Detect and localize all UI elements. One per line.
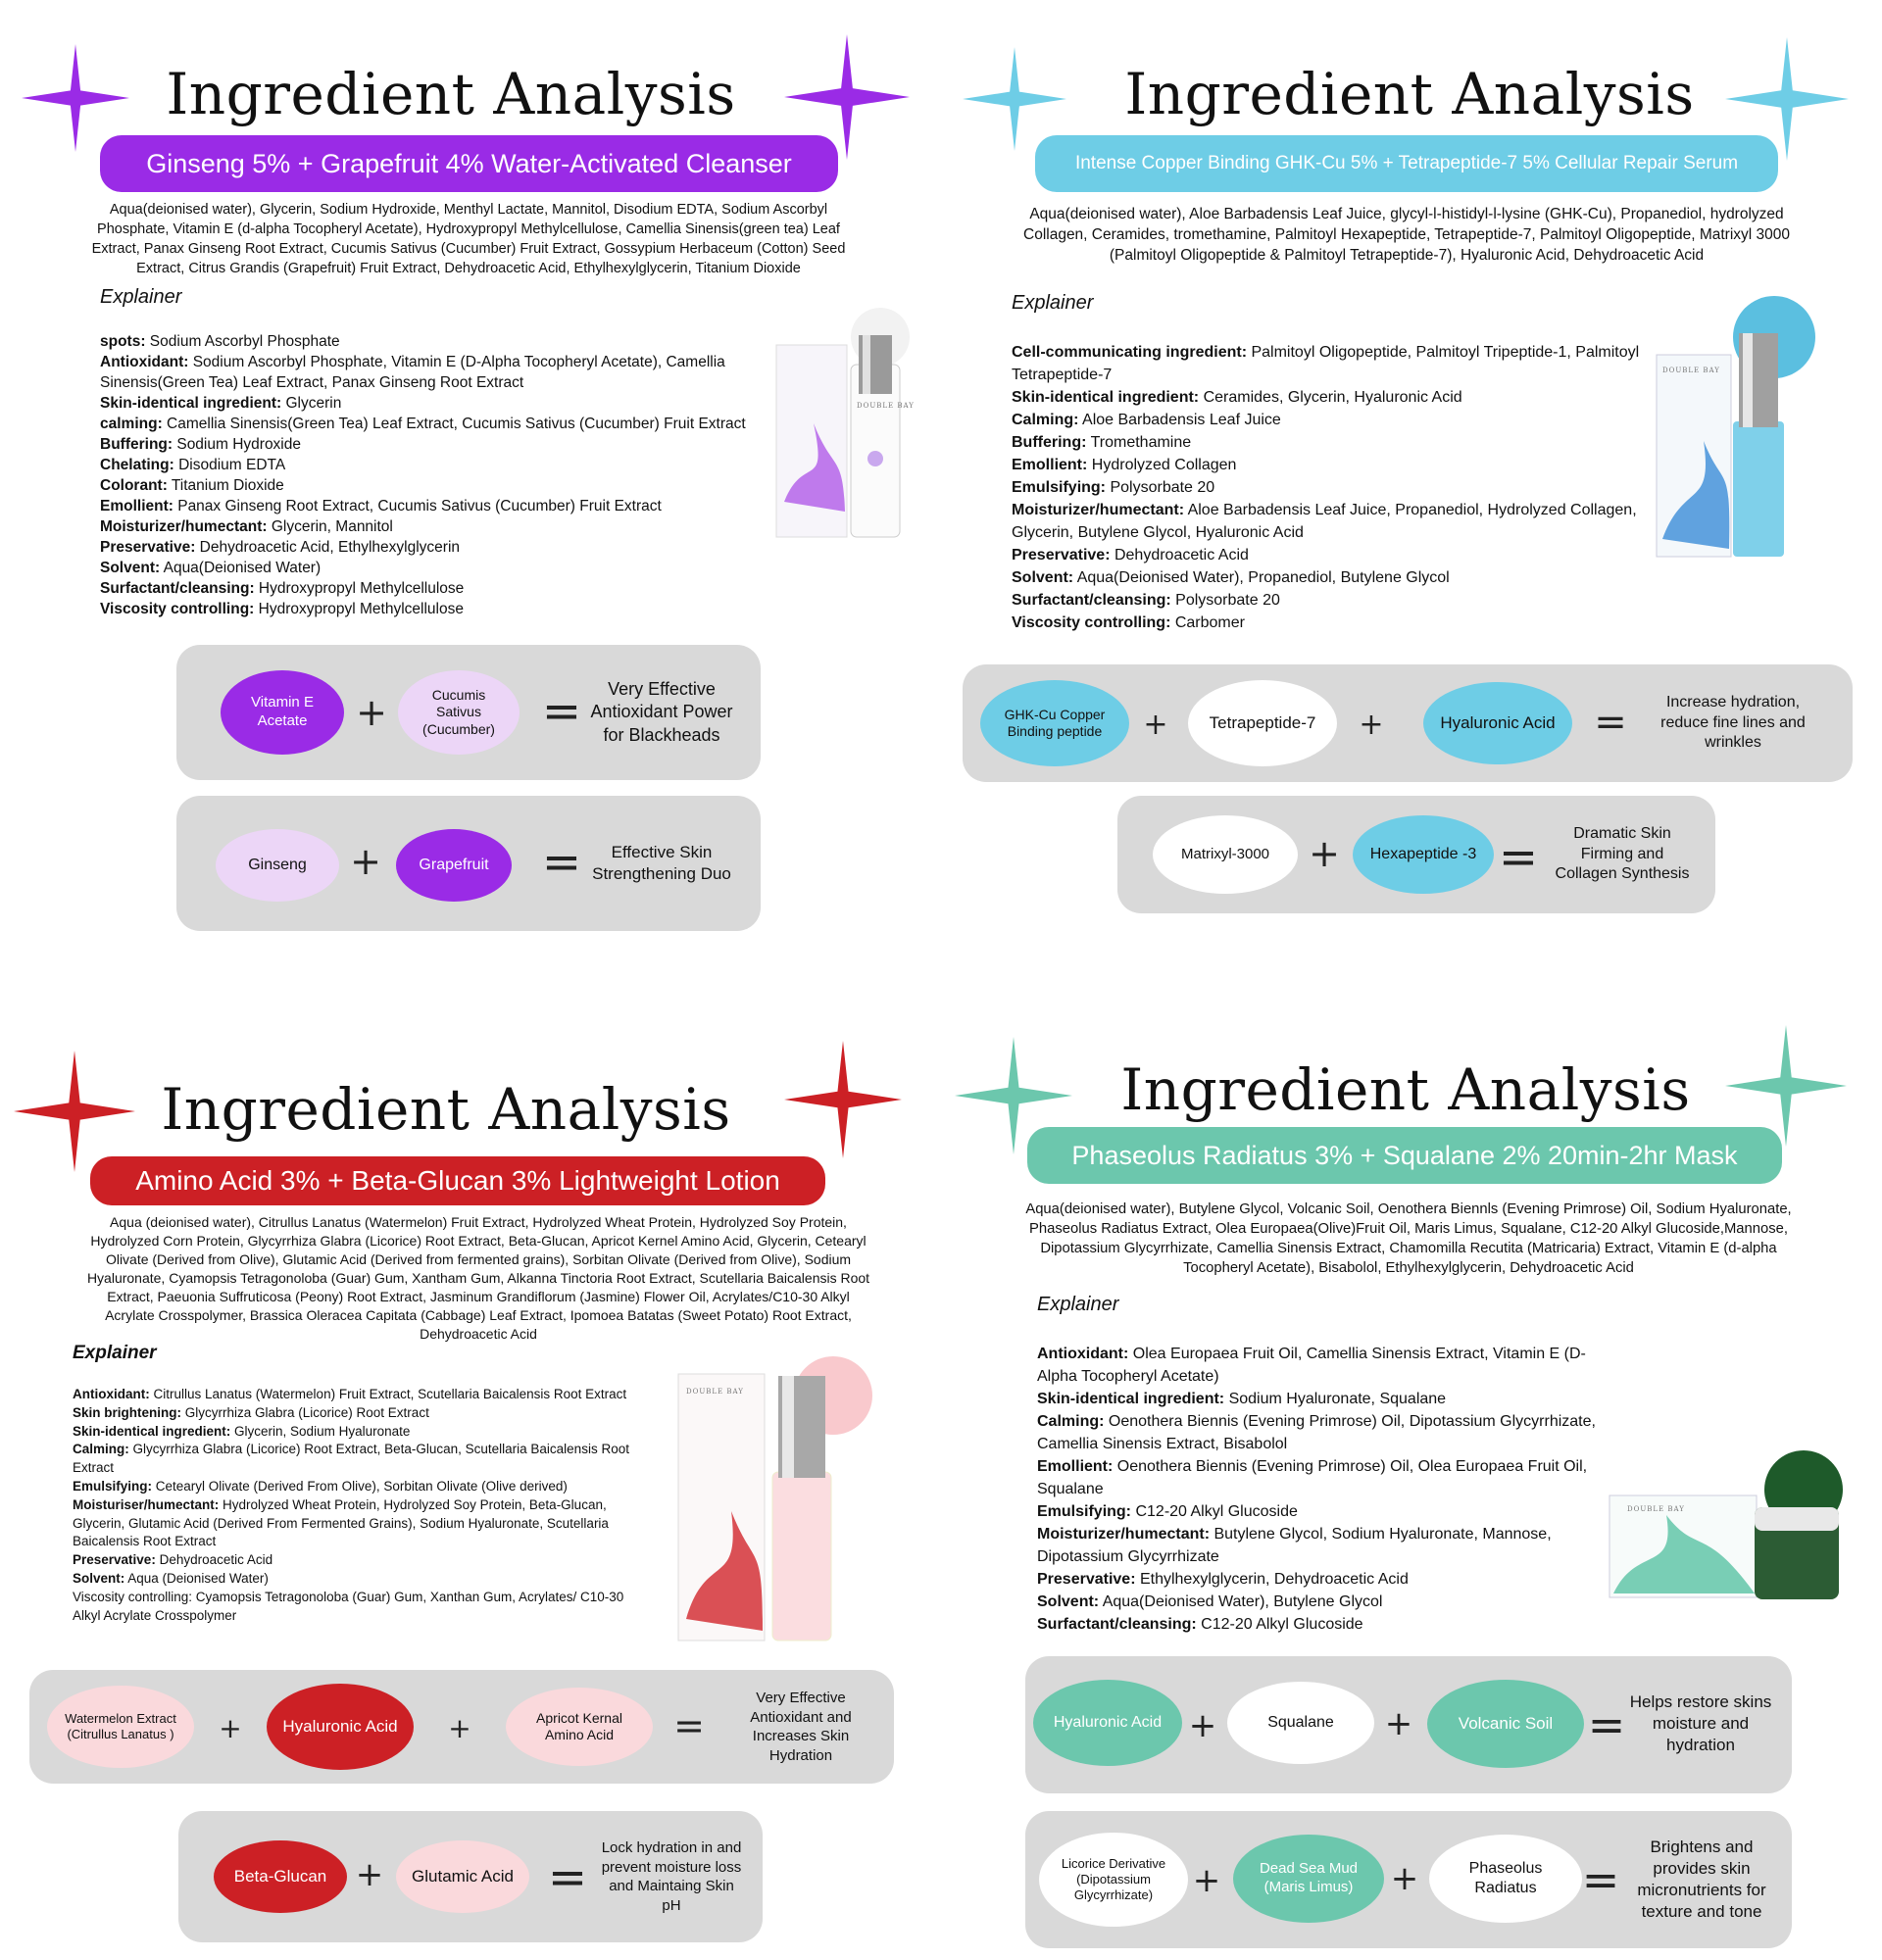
product-name-pill: Intense Copper Binding GHK-Cu 5% + Tetrapeptide-7 5% Cellular Repair Serum <box>1035 135 1778 192</box>
plus-icon: + <box>448 1711 471 1744</box>
combo-result: Very Effective Antioxidant and Increases Skin Hydration <box>750 1690 852 1764</box>
explainer-row: Solvent: Aqua(Deionised Water), Propanediol, Butylene Glycol <box>1012 569 1450 586</box>
brand-logo: DOUBLE BAY <box>686 1388 744 1396</box>
ingredient-list: Aqua(deionised water), Butylene Glycol, Volcanic Soil, Oenothera Biennls (Evening Primrose) Oil, Sodium Hyaluronate, Phaseolus Radiatus Extract, Olea Europaea(Olive)Fruit Oil, Maris Limus, Squalane, C12-20 Alkyl Glucoside,Mannose, Dipotassium Glycyrrhizate, Camellia Sinensis Extract, Chamomilla Recutita (Matricaria) Extract, Vitamin E (d-alpha Tocopheryl Acetate), Bisabolol, Ethylhexylglycerin, Dehydroacetic Acid <box>1025 1201 1792 1276</box>
combo-ingredient: Hyaluronic Acid <box>267 1684 414 1770</box>
panel-lotion <box>0 980 941 1960</box>
ingredient-combo <box>176 645 761 780</box>
brand-logo: DOUBLE BAY <box>1627 1505 1685 1513</box>
equals-icon: = <box>541 835 582 890</box>
plus-icon: + <box>1143 707 1168 742</box>
explainer-row: Viscosity controlling: Cyamopsis Tetragonoloba (Guar) Gum, Xanthan Gum, Acrylates/ C10-30 Alkyl Acrylate Crosspolymer <box>73 1589 624 1623</box>
combo-result: Helps restore skins moisture and hydration <box>1629 1691 1772 1755</box>
explainer-row: Buffering: Sodium Hydroxide <box>100 436 301 453</box>
combo-ingredient: Hyaluronic Acid <box>1033 1680 1182 1766</box>
explainer-row: Preservative: Ethylhexylglycerin, Dehydroacetic Acid <box>1037 1571 1409 1588</box>
combo-result: Very Effective Antioxidant Power for Blackheads <box>590 678 733 745</box>
combo-ingredient: Watermelon Extract (Citrullus Lanatus ) <box>47 1686 194 1768</box>
ingredient-combo <box>178 1811 763 1942</box>
explainer-row: Emulsifying: Polysorbate 20 <box>1012 479 1215 496</box>
ingredient-list: Aqua(deionised water), Glycerin, Sodium Hydroxide, Menthyl Lactate, Mannitol, Disodium EDTA, Sodium Ascorbyl Phosphate, Vitamin E (d-alpha Tocopheryl Acetate), Hydroxypropyl Methylcellulose, Camellia Sinensis(green tea) Leaf Extract, Panax Ginseng Root Extract, Cucumis Sativus (Cucumber) Fruit Extract, Gossypium Herbaceum (Cotton) Seed Extract, Citrus Grandis (Grapefruit) Fruit Extract, Dehydroacetic Acid, Ethylhexylglycerin, Titanium Dioxide <box>91 202 846 276</box>
combo-ingredient: Matrixyl-3000 <box>1153 815 1298 894</box>
page-title: Ingredient Analysis <box>166 61 736 127</box>
brand-logo: DOUBLE BAY <box>1662 367 1720 374</box>
explainer-list <box>1037 1343 1613 1636</box>
explainer-row: Calming: Aloe Barbadensis Leaf Juice <box>1012 412 1281 428</box>
combo-ingredient: Glutamic Acid <box>396 1840 529 1913</box>
product-image <box>676 1354 872 1648</box>
equals-icon: = <box>541 684 582 739</box>
combo-ingredient: Cucumis Sativus (Cucumber) <box>398 670 520 755</box>
explainer-row: Moisturiser/humectant: Hydrolyzed Wheat Protein, Hydrolyzed Soy Protein, Beta-Glucan, Glycerin, Glutamic Acid (Derived From Fermented Grains), Sodium Hyaluronate, Scutellaria Baicalensis Root Extract <box>73 1496 609 1549</box>
product-image <box>1608 1446 1843 1603</box>
explainer-row: Colorant: Titanium Dioxide <box>100 477 284 494</box>
explainer-row: Solvent: Aqua (Deionised Water) <box>73 1570 269 1586</box>
explainer-row: Preservative: Dehydroacetic Acid <box>73 1552 273 1568</box>
plus-icon: + <box>356 691 387 734</box>
plus-icon: + <box>350 840 381 883</box>
explainer-row: Skin-identical ingredient: Glycerin <box>100 395 342 412</box>
combo-ingredient: Dead Sea Mud (Maris Limus) <box>1233 1835 1384 1923</box>
plus-icon: + <box>219 1711 242 1744</box>
page-title: Ingredient Analysis <box>1124 61 1695 127</box>
plus-icon: + <box>1359 707 1384 742</box>
product-image <box>774 306 921 541</box>
explainer-row: Solvent: Aqua(Deionised Water), Butylene Glycol <box>1037 1593 1383 1610</box>
brand-logo: DOUBLE BAY <box>857 402 915 410</box>
combo-ingredient: Phaseolus Radiatus <box>1429 1835 1582 1923</box>
page-title: Ingredient Analysis <box>161 1076 731 1143</box>
explainer-row: Viscosity controlling: Hydroxypropyl Methylcellulose <box>100 601 464 617</box>
combo-ingredient: Hyaluronic Acid <box>1423 682 1572 764</box>
ingredient-combo <box>963 664 1853 782</box>
plus-icon: + <box>1390 1859 1419 1898</box>
explainer-row: Skin-identical ingredient: Glycerin, Sodium Hyaluronate <box>73 1423 411 1439</box>
explainer-row: Moisturizer/humectant: Butylene Glycol, Sodium Hyaluronate, Mannose, Dipotassium Glycyrrhizate <box>1037 1526 1552 1565</box>
product-image <box>1655 294 1821 561</box>
product-name-pill: Amino Acid 3% + Beta-Glucan 3% Lightweight Lotion <box>90 1156 825 1205</box>
explainer-row: Calming: Glycyrrhiza Glabra (Licorice) Root Extract, Beta-Glucan, Scutellaria Baicalensis Root Extract <box>73 1442 629 1476</box>
combo-ingredient: Licorice Derivative (Dipotassium Glycyrrhizate) <box>1039 1833 1188 1927</box>
combo-ingredient: Apricot Kernal Amino Acid <box>506 1688 653 1766</box>
explainer-list <box>73 1386 629 1625</box>
explainer-row: Emollient: Hydrolyzed Collagen <box>1012 457 1237 473</box>
explainer-row: Moisturizer/humectant: Aloe Barbadensis Leaf Juice, Propanediol, Hydrolyzed Collagen, Glycerin, Butylene Glycol, Hyaluronic Acid <box>1012 502 1637 541</box>
plus-icon: + <box>1309 832 1340 875</box>
explainer-row: Antioxidant: Sodium Ascorbyl Phosphate, Vitamin E (D-Alpha Tocopheryl Acetate), Camellia Sinensis(Green Tea) Leaf Extract, Panax Ginseng Root Extract <box>100 354 725 391</box>
explainer-row: Emollient: Oenothera Biennis (Evening Primrose) Oil, Olea Europaea Fruit Oil, Squalane <box>1037 1458 1588 1497</box>
explainer-row: Moisturizer/humectant: Glycerin, Mannitol <box>100 518 393 535</box>
explainer-row: calming: Camellia Sinensis(Green Tea) Leaf Extract, Cucumis Sativus (Cucumber) Fruit Extract <box>100 416 746 432</box>
explainer-row: Solvent: Aqua(Deionised Water) <box>100 560 322 576</box>
equals-icon: = <box>1594 700 1627 745</box>
explainer-row: Surfactant/cleansing: Hydroxypropyl Methylcellulose <box>100 580 465 597</box>
ingredient-list: Aqua (deionised water), Citrullus Lanatus (Watermelon) Fruit Extract, Hydrolyzed Wheat Protein, Hydrolyzed Soy Protein, Hydrolyzed Corn Protein, Glycyrrhiza Glabra (Licorice) Root Extract, Beta-Glucan, Apricot Kernel Amino Acid, Glycerin, Cetearyl Olivate (Derived from Olive), Glutamic Acid (Derived from fermented grains), Sorbitan Olivate (Derived from Olive), Sodium Hyaluronate, Cyamopsis Tetragonoloba (Guar) Gum, Xantham Gum, Alkanna Tinctoria Root Extract, Scutellaria Baicalensis Root Extract, Paeuonia Suffruticosa (Peony) Root Extract, Jasminum Grandiflorum (Jasmine) Flower Oil, Acrylates/C10-30 Alkyl Acrylate Crosspolymer, Brassica Oleracea Capitata (Cabbage) Leaf Extract, Ipomoea Batatas (Sweet Potato) Root Extract, Dehydroacetic Acid <box>86 1214 870 1342</box>
combo-ingredient: Grapefruit <box>396 829 512 902</box>
combo-result: Lock hydration in and prevent moisture loss and Maintaing Skin pH <box>601 1839 742 1914</box>
explainer-row: Emulsifying: C12-20 Alkyl Glucoside <box>1037 1503 1298 1520</box>
explainer-row: Calming: Oenothera Biennis (Evening Primrose) Oil, Dipotassium Glycyrrhizate, Camellia Sinensis Extract, Bisabolol <box>1037 1413 1596 1452</box>
plus-icon: + <box>1188 1706 1217 1745</box>
explainer-row: spots: Sodium Ascorbyl Phosphate <box>100 333 340 350</box>
product-bottle-icon <box>1655 294 1821 561</box>
explainer-row: Preservative: Dehydroacetic Acid, Ethylhexylglycerin <box>100 539 461 556</box>
ingredient-combo <box>1025 1811 1792 1948</box>
equals-icon: = <box>1581 1853 1620 1906</box>
combo-result: Dramatic Skin Firming and Collagen Synthesis <box>1555 824 1690 883</box>
explainer-row: Viscosity controlling: Carbomer <box>1012 614 1245 631</box>
combo-ingredient: GHK-Cu Copper Binding peptide <box>980 680 1129 766</box>
equals-icon: = <box>1587 1698 1626 1751</box>
explainer-row: Surfactant/cleansing: C12-20 Alkyl Glucoside <box>1037 1616 1363 1633</box>
combo-ingredient: Ginseng <box>216 829 339 902</box>
product-name-pill: Ginseng 5% + Grapefruit 4% Water-Activated Cleanser <box>100 135 838 192</box>
ingredient-list: Aqua(deionised water), Aloe Barbadensis Leaf Juice, glycyl-l-histidyl-l-lysine (GHK-Cu), Propanediol, hydrolyzed Collagen, Ceramides, tromethamine, Palmitoyl Hexapeptide, Tetrapeptide-7, Palmitoyl Oligopeptide, Matrixyl 3000 (Palmitoyl Oligopeptide & Palmitoyl Tetrapeptide-7), Hyaluronic Acid, Dehydroacetic Acid <box>1023 206 1790 264</box>
explainer-heading: Explainer <box>100 286 182 308</box>
explainer-row: Skin-identical ingredient: Ceramides, Glycerin, Hyaluronic Acid <box>1012 389 1462 406</box>
combo-ingredient: Tetrapeptide-7 <box>1188 680 1337 766</box>
plus-icon: + <box>1384 1704 1413 1743</box>
panel-mask <box>941 980 1882 1960</box>
combo-ingredient: Volcanic Soil <box>1427 1680 1584 1768</box>
explainer-row: Emollient: Panax Ginseng Root Extract, Cucumis Sativus (Cucumber) Fruit Extract <box>100 498 662 514</box>
explainer-row: Buffering: Tromethamine <box>1012 434 1192 451</box>
product-box-icon <box>1608 1446 1843 1603</box>
ingredient-combo <box>29 1670 894 1784</box>
combo-ingredient: Vitamin E Acetate <box>221 670 344 755</box>
combo-ingredient: Beta-Glucan <box>214 1840 347 1913</box>
plus-icon: + <box>355 1855 384 1894</box>
product-name-pill: Phaseolus Radiatus 3% + Squalane 2% 20min-2hr Mask <box>1027 1127 1782 1184</box>
ingredient-combo <box>1117 796 1715 913</box>
combo-ingredient: Hexapeptide -3 <box>1353 815 1494 894</box>
explainer-row: Antioxidant: Olea Europaea Fruit Oil, Camellia Sinensis Extract, Vitamin E (D-Alpha Tocopheryl Acetate) <box>1037 1346 1586 1385</box>
explainer-row: Skin brightening: Glycyrrhiza Glabra (Licorice) Root Extract <box>73 1404 429 1420</box>
explainer-heading: Explainer <box>73 1343 157 1363</box>
combo-ingredient: Squalane <box>1227 1682 1374 1764</box>
product-bottle-icon <box>774 306 921 541</box>
explainer-heading: Explainer <box>1037 1294 1119 1315</box>
explainer-row: Surfactant/cleansing: Polysorbate 20 <box>1012 592 1280 609</box>
equals-icon: = <box>673 1704 705 1747</box>
panel-serum <box>941 0 1882 980</box>
combo-result: Increase hydration, reduce fine lines and wrinkles <box>1660 693 1806 752</box>
explainer-row: Chelating: Disodium EDTA <box>100 457 286 473</box>
combo-result: Brightens and provides skin micronutrients for texture and tone <box>1637 1837 1766 1922</box>
page-title: Ingredient Analysis <box>1120 1056 1691 1123</box>
product-bottle-icon <box>676 1354 872 1648</box>
explainer-heading: Explainer <box>1012 292 1094 314</box>
equals-icon: = <box>547 1850 588 1905</box>
combo-result: Effective Skin Strengthening Duo <box>592 842 731 883</box>
equals-icon: = <box>1498 830 1539 885</box>
explainer-list <box>100 331 747 619</box>
explainer-row: Antioxidant: Citrullus Lanatus (Watermelon) Fruit Extract, Scutellaria Baicalensis Root Extract <box>73 1387 627 1401</box>
explainer-row: Preservative: Dehydroacetic Acid <box>1012 547 1249 564</box>
ingredient-combo <box>1025 1656 1792 1793</box>
ingredient-combo <box>176 796 761 931</box>
panel-cleanser <box>0 0 941 980</box>
explainer-row: Emulsifying: Cetearyl Olivate (Derived From Olive), Sorbitan Olivate (Olive derived) <box>73 1478 568 1494</box>
plus-icon: + <box>1192 1861 1221 1900</box>
explainer-list <box>1012 341 1647 634</box>
explainer-row: Cell-communicating ingredient: Palmitoyl Oligopeptide, Palmitoyl Tripeptide-1, Palmitoyl Tetrapeptide-7 <box>1012 344 1640 383</box>
explainer-row: Skin-identical ingredient: Sodium Hyaluronate, Squalane <box>1037 1391 1447 1407</box>
